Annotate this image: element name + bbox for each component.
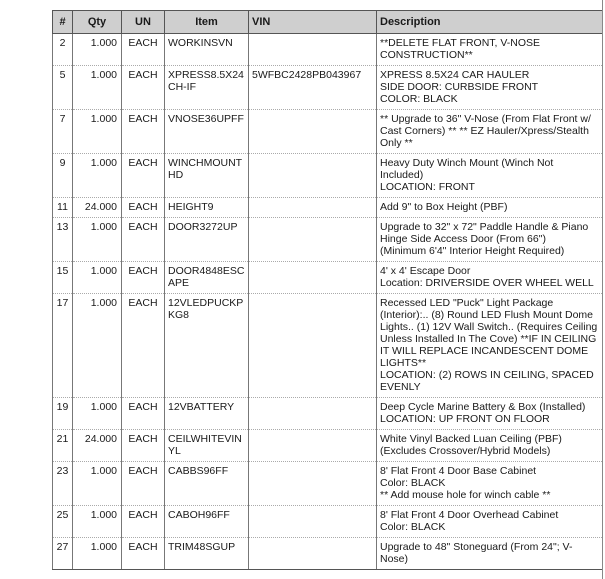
description-line: ** Add mouse hole for winch cable ** (380, 489, 551, 501)
description-cell (377, 66, 603, 110)
line-items-table (52, 10, 603, 570)
item-code-cell: DOOR3272UP (165, 218, 249, 262)
table-body (53, 34, 603, 570)
line-number-cell: 27 (53, 538, 73, 570)
vin-cell (249, 294, 377, 398)
table-row (53, 538, 603, 570)
item-code-cell: XPRESS8.5X24CH-IF (165, 66, 249, 110)
item-code-cell: DOOR4848ESCAPE (165, 262, 249, 294)
description-line: (Minimum 6'4" Interior Height Required) (380, 245, 565, 257)
vin-cell (249, 538, 377, 570)
line-number-cell: 9 (53, 154, 73, 198)
description-line: Recessed LED "Puck" Light Package (Interior):.. (8) Round LED Flush Mount Dome Lights.. (1) 12V Wall Switch.. (Requires Ceiling Unless Installed In The Cove) **IF IN CEILING IT WILL REPLACE INCANDESCENT DOME LIGHTS** (380, 297, 598, 369)
description-cell (377, 430, 603, 462)
description-line: COLOR: BLACK (380, 93, 458, 105)
description-cell (377, 506, 603, 538)
vin-cell (249, 506, 377, 538)
description-line: 8' Flat Front 4 Door Base Cabinet (380, 465, 537, 477)
table-row (53, 154, 603, 198)
description-line: ** Upgrade to 36" V-Nose (From Flat Front w/ Cast Corners) ** ** EZ Hauler/Xpress/Stealth Only ** (380, 113, 591, 149)
vin-cell (249, 218, 377, 262)
table-row (53, 110, 603, 154)
description-cell (377, 154, 603, 198)
table-row (53, 398, 603, 430)
line-number-cell: 13 (53, 218, 73, 262)
description-cell (377, 262, 603, 294)
unit-cell: EACH (122, 154, 165, 198)
description-cell (377, 34, 603, 66)
description-line: XPRESS 8.5X24 CAR HAULER (380, 69, 530, 81)
table-row (53, 218, 603, 262)
description-line: Upgrade to 48" Stoneguard (From 24"; V-Nose) (380, 541, 573, 565)
page-edge-rule (602, 0, 603, 579)
description-line: Color: BLACK (380, 477, 446, 489)
quantity-cell: 1.000 (73, 218, 122, 262)
description-line: LOCATION: (2) ROWS IN CEILING, SPACED EVENLY (380, 369, 594, 393)
quantity-cell: 24.000 (73, 198, 122, 218)
description-line: SIDE DOOR: CURBSIDE FRONT (380, 81, 539, 93)
table-row (53, 262, 603, 294)
item-code-cell: CABOH96FF (165, 506, 249, 538)
line-number-cell: 2 (53, 34, 73, 66)
quantity-cell: 1.000 (73, 262, 122, 294)
table-row (53, 294, 603, 398)
description-line: LOCATION: UP FRONT ON FLOOR (380, 413, 550, 425)
description-line: Color: BLACK (380, 521, 446, 533)
item-code-cell: TRIM48SGUP (165, 538, 249, 570)
vin-cell (249, 34, 377, 66)
item-code-cell: CABBS96FF (165, 462, 249, 506)
description-line: Upgrade to 32" x 72" Paddle Handle & Piano Hinge Side Access Door (From 66") (380, 221, 589, 245)
column-header-number: # (53, 11, 73, 34)
line-number-cell: 7 (53, 110, 73, 154)
vin-cell (249, 262, 377, 294)
description-cell (377, 398, 603, 430)
table-row (53, 66, 603, 110)
description-line: Heavy Duty Winch Mount (Winch Not Included) (380, 157, 554, 181)
table-row (53, 34, 603, 66)
vin-cell (249, 154, 377, 198)
unit-cell: EACH (122, 218, 165, 262)
column-header-vin: VIN (249, 11, 377, 34)
unit-cell: EACH (122, 430, 165, 462)
unit-cell: EACH (122, 262, 165, 294)
item-code-cell: 12VLEDPUCKPKG8 (165, 294, 249, 398)
description-line: Location: DRIVERSIDE OVER WHEEL WELL (380, 277, 594, 289)
vin-cell (249, 398, 377, 430)
unit-cell: EACH (122, 110, 165, 154)
vin-cell (249, 462, 377, 506)
column-header-qty: Qty (73, 11, 122, 34)
item-code-cell: 12VBATTERY (165, 398, 249, 430)
table-row (53, 198, 603, 218)
description-line: 8' Flat Front 4 Door Overhead Cabinet (380, 509, 559, 521)
quantity-cell: 1.000 (73, 462, 122, 506)
description-line: (Excludes Crossover/Hybrid Models) (380, 445, 551, 457)
vin-cell (249, 198, 377, 218)
description-line: Deep Cycle Marine Battery & Box (Installed) (380, 401, 586, 413)
description-cell (377, 218, 603, 262)
line-number-cell: 23 (53, 462, 73, 506)
description-cell (377, 198, 603, 218)
description-line: 4' x 4' Escape Door (380, 265, 471, 277)
item-code-cell: CEILWHITEVINYL (165, 430, 249, 462)
item-code-cell: WORKINSVN (165, 34, 249, 66)
table-header-row (53, 11, 603, 34)
description-line: **DELETE FLAT FRONT, V-NOSE CONSTRUCTION** (380, 37, 541, 61)
column-header-un: UN (122, 11, 165, 34)
quantity-cell: 24.000 (73, 430, 122, 462)
description-cell (377, 294, 603, 398)
column-header-description: Description (377, 11, 603, 34)
quantity-cell: 1.000 (73, 506, 122, 538)
line-number-cell: 11 (53, 198, 73, 218)
line-number-cell: 17 (53, 294, 73, 398)
unit-cell: EACH (122, 198, 165, 218)
vin-cell (249, 110, 377, 154)
vin-cell: 5WFBC2428PB043967 (249, 66, 377, 110)
quantity-cell: 1.000 (73, 34, 122, 66)
description-cell (377, 538, 603, 570)
line-number-cell: 25 (53, 506, 73, 538)
line-number-cell: 15 (53, 262, 73, 294)
order-line-items (52, 10, 602, 570)
description-line: LOCATION: FRONT (380, 181, 475, 193)
unit-cell: EACH (122, 506, 165, 538)
description-cell (377, 462, 603, 506)
item-code-cell: VNOSE36UPFF (165, 110, 249, 154)
table-row (53, 462, 603, 506)
table-row (53, 430, 603, 462)
quantity-cell: 1.000 (73, 110, 122, 154)
unit-cell: EACH (122, 294, 165, 398)
column-header-item: Item (165, 11, 249, 34)
description-line: Add 9" to Box Height (PBF) (380, 201, 508, 213)
unit-cell: EACH (122, 398, 165, 430)
table-row (53, 506, 603, 538)
unit-cell: EACH (122, 462, 165, 506)
unit-cell: EACH (122, 34, 165, 66)
quantity-cell: 1.000 (73, 398, 122, 430)
vin-cell (249, 430, 377, 462)
unit-cell: EACH (122, 66, 165, 110)
unit-cell: EACH (122, 538, 165, 570)
line-number-cell: 21 (53, 430, 73, 462)
line-number-cell: 5 (53, 66, 73, 110)
quantity-cell: 1.000 (73, 538, 122, 570)
quantity-cell: 1.000 (73, 154, 122, 198)
item-code-cell: HEIGHT9 (165, 198, 249, 218)
description-line: White Vinyl Backed Luan Ceiling (PBF) (380, 433, 562, 445)
description-cell (377, 110, 603, 154)
quantity-cell: 1.000 (73, 66, 122, 110)
line-number-cell: 19 (53, 398, 73, 430)
quantity-cell: 1.000 (73, 294, 122, 398)
item-code-cell: WINCHMOUNTHD (165, 154, 249, 198)
